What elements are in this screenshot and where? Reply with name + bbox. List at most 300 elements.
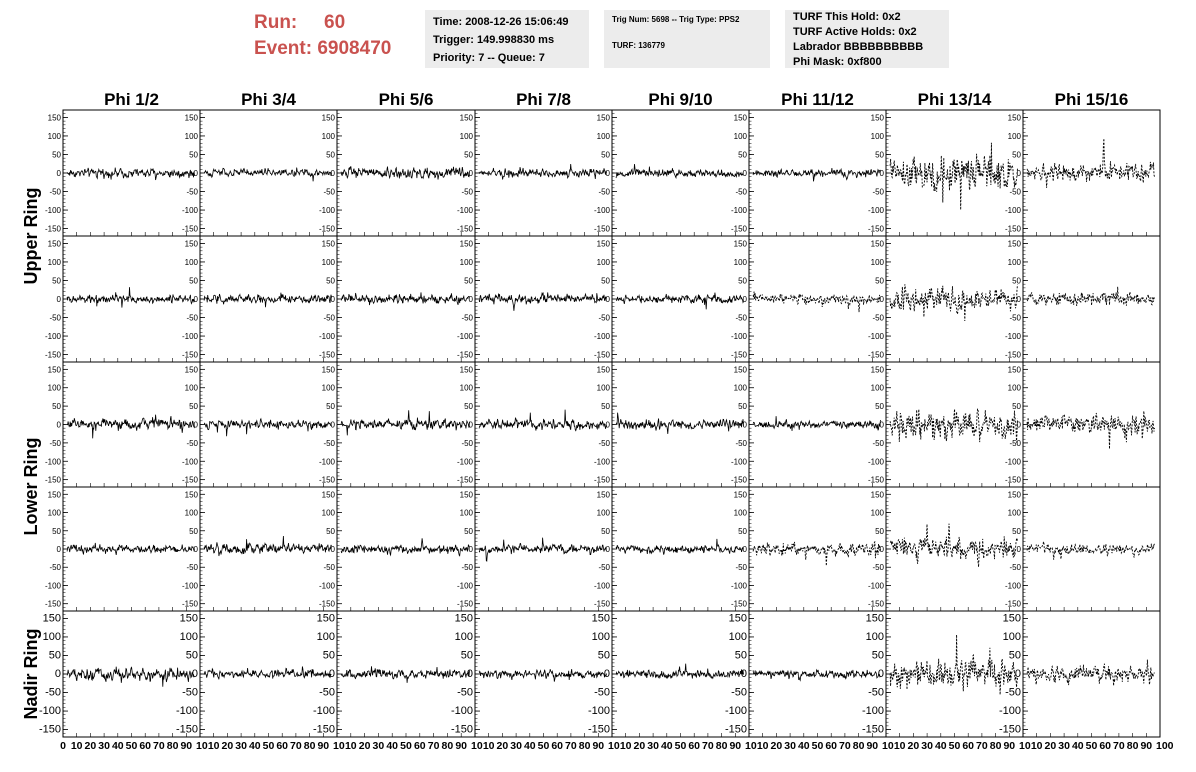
ring-label: Nadir Ring (21, 628, 41, 720)
y-tick-label: 150 (321, 113, 335, 123)
waveform-trace (479, 292, 606, 310)
y-tick-label: 150 (596, 239, 610, 249)
y-tick-label: 50 (464, 526, 473, 536)
y-tick-label: 50 (52, 402, 61, 412)
x-tick-label: 30 (784, 740, 796, 752)
y-tick-label: -150 (181, 475, 198, 485)
y-tick-label: 50 (601, 402, 610, 412)
run-value: 60 (324, 12, 346, 33)
x-tick-label: 50 (400, 740, 412, 752)
waveform-trace (753, 542, 880, 566)
x-tick-label: 10 (893, 740, 906, 752)
y-tick-label: 100 (870, 131, 884, 141)
x-tick-label: 10 (471, 740, 483, 752)
y-tick-label: 150 (179, 612, 198, 625)
y-tick-label: 50 (464, 276, 473, 286)
x-tick-label: 60 (276, 740, 289, 752)
x-tick-label: 30 (1058, 740, 1070, 752)
event-value: 6908470 (317, 38, 392, 59)
y-tick-label: 50 (875, 150, 884, 160)
x-tick-label: 60 (962, 740, 975, 752)
column-header: Phi 1/2 (104, 90, 159, 109)
waveform-trace (890, 524, 1017, 567)
y-tick-label: -50 (598, 438, 610, 448)
x-tick-label: 10 (619, 740, 632, 752)
x-tick-label: 90 (866, 740, 879, 752)
y-tick-label: 100 (42, 630, 61, 643)
y-tick-label: 150 (321, 490, 335, 500)
y-tick-label: -150 (456, 475, 473, 485)
y-tick-label: 50 (326, 276, 335, 286)
y-tick-label: 0 (1016, 545, 1021, 554)
y-tick-label: -100 (318, 206, 335, 216)
y-tick-label: 150 (596, 365, 610, 375)
y-tick-label: -150 (181, 599, 198, 609)
y-tick-label: 150 (47, 239, 61, 249)
y-tick-label: -100 (593, 581, 610, 591)
y-tick-label: 150 (459, 239, 473, 249)
y-tick-label: -100 (44, 206, 61, 216)
y-tick-label: 150 (1007, 490, 1021, 500)
waveform-trace (204, 293, 331, 308)
y-tick-label: -50 (323, 313, 335, 323)
x-tick-label: 10 (608, 740, 620, 752)
y-tick-label: 150 (321, 365, 335, 375)
y-tick-label: 0 (1016, 295, 1021, 304)
y-tick-label: 150 (733, 490, 747, 500)
y-tick-label: 150 (870, 365, 884, 375)
y-tick-label: 0 (330, 545, 335, 554)
y-tick-label: -100 (1004, 206, 1021, 216)
x-tick-label: 10 (745, 740, 757, 752)
y-tick-label: 150 (733, 365, 747, 375)
x-tick-label: 100 (1156, 740, 1174, 752)
x-tick-label: 60 (551, 740, 564, 752)
x-tick-label: 10 (70, 740, 83, 752)
y-tick-label: -50 (186, 438, 198, 448)
y-tick-label: 0 (603, 668, 610, 680)
y-tick-label: 100 (47, 257, 61, 267)
y-tick-label: -150 (1004, 224, 1021, 234)
x-tick-label: 40 (386, 740, 399, 752)
column-header: Phi 3/4 (241, 90, 296, 109)
y-tick-label: 0 (879, 295, 884, 304)
x-tick-label: 90 (592, 740, 605, 752)
y-tick-label: -100 (1004, 581, 1021, 591)
waveform-trace (204, 667, 331, 680)
y-tick-label: 0 (56, 545, 61, 554)
y-tick-label: 50 (875, 276, 884, 286)
y-tick-label: 50 (601, 276, 610, 286)
y-tick-label: -50 (182, 686, 198, 699)
y-tick-label: 50 (1012, 402, 1021, 412)
y-tick-label: -50 (731, 686, 747, 699)
y-tick-label: 150 (596, 490, 610, 500)
y-tick-label: 50 (601, 526, 610, 536)
y-tick-label: -50 (49, 187, 61, 197)
y-tick-label: -100 (44, 457, 61, 467)
y-tick-label: 50 (189, 150, 198, 160)
x-tick-label: 20 (907, 740, 920, 752)
y-tick-label: -150 (38, 723, 61, 736)
x-tick-label: 60 (825, 740, 838, 752)
x-tick-label: 80 (852, 740, 865, 752)
y-tick-label: 50 (734, 649, 747, 662)
y-tick-label: -100 (456, 206, 473, 216)
panel-frame (886, 487, 1023, 611)
y-tick-label: -150 (730, 599, 747, 609)
y-tick-label: 50 (871, 649, 884, 662)
column-header: Phi 7/8 (516, 90, 571, 109)
y-tick-label: 100 (459, 131, 473, 141)
y-tick-label: -150 (867, 475, 884, 485)
x-tick-label: 70 (702, 740, 714, 752)
y-tick-label: -150 (44, 350, 61, 360)
waveform-trace (890, 284, 1017, 321)
y-tick-label: 50 (52, 150, 61, 160)
column-header: Phi 13/14 (917, 90, 992, 109)
y-tick-label: -100 (1004, 332, 1021, 342)
y-tick-label: 0 (330, 420, 335, 430)
waveform-trace (479, 538, 606, 561)
y-tick-label: 0 (468, 420, 473, 430)
y-tick-label: -150 (318, 224, 335, 234)
y-tick-label: -50 (45, 686, 61, 699)
x-tick-label: 30 (98, 740, 110, 752)
y-tick-label: -150 (44, 599, 61, 609)
waveform-trace (616, 164, 743, 178)
y-tick-label: 50 (738, 276, 747, 286)
y-tick-label: -50 (735, 187, 747, 197)
x-tick-label: 70 (565, 740, 577, 752)
y-tick-label: 150 (316, 612, 335, 625)
x-tick-label: 20 (1044, 740, 1057, 752)
run-label: Run: (254, 12, 298, 33)
x-tick-label: 10 (196, 740, 208, 752)
waveform-trace (753, 168, 880, 181)
waveform-trace (341, 292, 469, 305)
y-tick-label: 0 (740, 668, 747, 680)
y-tick-label: 50 (464, 402, 473, 412)
x-tick-label: 40 (248, 740, 261, 752)
y-tick-label: 100 (184, 383, 198, 393)
x-tick-label: 20 (633, 740, 646, 752)
y-tick-label: 150 (1007, 239, 1021, 249)
waveform-trace (1027, 660, 1154, 686)
x-tick-label: 40 (797, 740, 810, 752)
x-tick-label: 30 (647, 740, 659, 752)
y-tick-label: 0 (193, 545, 198, 554)
y-tick-label: 150 (321, 239, 335, 249)
x-tick-label: 40 (660, 740, 673, 752)
y-tick-label: -100 (181, 206, 198, 216)
y-tick-label: 0 (193, 169, 198, 178)
y-tick-label: 0 (742, 420, 747, 430)
y-tick-label: 100 (321, 131, 335, 141)
y-tick-label: 100 (1002, 630, 1021, 643)
y-tick-label: -100 (456, 457, 473, 467)
y-tick-label: 50 (601, 150, 610, 160)
y-tick-label: 0 (468, 169, 473, 178)
labrador-line: Labrador BBBBBBBBBB (793, 41, 924, 53)
x-tick-label: 80 (441, 740, 454, 752)
y-tick-label: 150 (47, 365, 61, 375)
x-tick-label: 30 (372, 740, 385, 752)
turf-hold-line: TURF This Hold: 0x2 (793, 11, 901, 23)
panel-frame (63, 487, 200, 611)
waveform-trace (616, 539, 743, 555)
y-tick-label: 100 (47, 508, 61, 518)
waveform-trace (67, 415, 194, 439)
y-tick-label: 150 (733, 113, 747, 123)
waveform-trace (204, 536, 331, 556)
x-tick-label: 40 (1071, 740, 1084, 752)
y-tick-label: 100 (454, 630, 473, 643)
y-tick-label: -50 (461, 438, 473, 448)
x-tick-label: 70 (153, 740, 165, 752)
x-tick-label: 10 (1030, 740, 1043, 752)
phi-mask-line: Phi Mask: 0xf800 (793, 56, 882, 68)
waveform-trace (616, 664, 743, 679)
y-tick-label: 100 (1007, 383, 1021, 393)
y-tick-label: -100 (861, 705, 884, 718)
y-tick-label: -50 (49, 563, 61, 573)
event-label: Event: (254, 38, 313, 59)
y-tick-label: 0 (1014, 668, 1021, 680)
y-tick-label: -100 (730, 332, 747, 342)
y-tick-label: -150 (861, 723, 884, 736)
y-tick-label: 100 (870, 383, 884, 393)
y-tick-label: 150 (459, 365, 473, 375)
y-tick-label: -100 (593, 457, 610, 467)
y-tick-label: -100 (175, 705, 198, 718)
y-tick-label: -50 (872, 438, 884, 448)
x-tick-label: 90 (317, 740, 330, 752)
x-tick-label: 50 (811, 740, 824, 752)
x-tick-label: 60 (1099, 740, 1112, 752)
y-tick-label: 100 (179, 630, 198, 643)
panel-frame (1023, 487, 1160, 611)
x-tick-label: 50 (674, 740, 687, 752)
y-tick-label: -50 (872, 313, 884, 323)
x-tick-label: 80 (989, 740, 1002, 752)
ring-label: Lower Ring (21, 437, 41, 536)
y-tick-label: 100 (459, 383, 473, 393)
y-tick-label: 100 (596, 508, 610, 518)
y-tick-label: -150 (730, 475, 747, 485)
waveform-trace (616, 413, 743, 434)
y-tick-label: 150 (1007, 113, 1021, 123)
y-tick-label: -100 (587, 705, 610, 718)
x-tick-label: 50 (125, 740, 138, 752)
y-tick-label: -100 (867, 206, 884, 216)
y-tick-label: -100 (456, 581, 473, 591)
y-tick-label: -50 (49, 438, 61, 448)
x-tick-label: 90 (1140, 740, 1153, 752)
y-tick-label: -150 (312, 723, 335, 736)
y-tick-label: -150 (318, 350, 335, 360)
time-line: Time: 2008-12-26 15:06:49 (433, 16, 569, 28)
y-tick-label: 0 (1016, 169, 1021, 178)
waveform-trace (753, 416, 880, 431)
y-tick-label: 150 (870, 490, 884, 500)
y-tick-label: -150 (456, 599, 473, 609)
waveform-trace (67, 168, 194, 180)
y-tick-label: -100 (38, 705, 61, 718)
y-tick-label: 50 (1012, 150, 1021, 160)
turf-active-line: TURF Active Holds: 0x2 (793, 26, 917, 38)
waveform-trace (204, 419, 331, 436)
y-tick-label: -50 (735, 313, 747, 323)
y-tick-label: -50 (1005, 686, 1021, 699)
priority-line: Priority: 7 -- Queue: 7 (433, 52, 545, 64)
y-tick-label: 150 (870, 239, 884, 249)
y-tick-label: 100 (47, 383, 61, 393)
y-tick-label: 50 (875, 526, 884, 536)
x-tick-label: 80 (303, 740, 316, 752)
y-tick-label: -150 (175, 723, 198, 736)
y-tick-label: -100 (593, 332, 610, 342)
y-tick-label: -100 (181, 457, 198, 467)
x-tick-label: 60 (139, 740, 152, 752)
waveform-trace (67, 543, 194, 555)
y-tick-label: -50 (735, 563, 747, 573)
y-tick-label: -150 (456, 224, 473, 234)
y-tick-label: 150 (733, 239, 747, 249)
y-tick-label: -100 (318, 457, 335, 467)
y-tick-label: 100 (184, 131, 198, 141)
y-tick-label: 100 (459, 257, 473, 267)
y-tick-label: -50 (1009, 438, 1021, 448)
y-tick-label: 150 (47, 113, 61, 123)
x-tick-label: 60 (688, 740, 701, 752)
y-tick-label: -150 (456, 350, 473, 360)
y-tick-label: 0 (193, 420, 198, 430)
y-tick-label: 150 (42, 612, 61, 625)
y-tick-label: -100 (730, 206, 747, 216)
y-tick-label: 150 (459, 490, 473, 500)
y-tick-label: -100 (730, 457, 747, 467)
y-tick-label: -50 (461, 187, 473, 197)
y-tick-label: 150 (459, 113, 473, 123)
y-tick-label: 150 (1007, 365, 1021, 375)
y-tick-label: -100 (181, 332, 198, 342)
waveform-trace (1027, 287, 1154, 306)
y-tick-label: 0 (879, 420, 884, 430)
waveform-trace (479, 164, 606, 180)
x-tick-label: 30 (510, 740, 522, 752)
y-tick-label: 0 (879, 545, 884, 554)
y-tick-label: 50 (738, 150, 747, 160)
x-tick-label: 0 (60, 740, 66, 752)
y-tick-label: 0 (605, 420, 610, 430)
y-tick-label: -50 (323, 187, 335, 197)
y-tick-label: 100 (1007, 257, 1021, 267)
y-tick-label: 100 (865, 630, 884, 643)
y-tick-label: -50 (319, 686, 335, 699)
y-tick-label: 0 (56, 420, 61, 430)
y-tick-label: -50 (49, 313, 61, 323)
y-tick-label: 100 (728, 630, 747, 643)
x-tick-label: 10 (207, 740, 220, 752)
y-tick-label: 0 (877, 668, 884, 680)
y-tick-label: 150 (1002, 612, 1021, 625)
y-tick-label: 100 (321, 257, 335, 267)
y-tick-label: -150 (44, 475, 61, 485)
x-tick-label: 50 (1085, 740, 1098, 752)
y-tick-label: 100 (321, 508, 335, 518)
x-tick-label: 70 (290, 740, 302, 752)
y-tick-label: -150 (730, 224, 747, 234)
y-tick-label: 50 (189, 276, 198, 286)
x-tick-label: 20 (358, 740, 371, 752)
y-tick-label: 0 (1016, 420, 1021, 430)
y-tick-label: -50 (1009, 313, 1021, 323)
y-tick-label: 0 (605, 545, 610, 554)
x-tick-label: 50 (948, 740, 961, 752)
y-tick-label: -50 (461, 563, 473, 573)
y-tick-label: 50 (1012, 526, 1021, 536)
waveform-trace (479, 669, 606, 682)
y-tick-label: -100 (867, 332, 884, 342)
y-tick-label: -50 (594, 686, 610, 699)
y-tick-label: 100 (591, 630, 610, 643)
y-tick-label: 100 (47, 131, 61, 141)
y-tick-label: 100 (596, 131, 610, 141)
y-tick-label: 100 (184, 257, 198, 267)
y-tick-label: -150 (181, 224, 198, 234)
y-tick-label: 100 (870, 257, 884, 267)
x-tick-label: 10 (482, 740, 495, 752)
x-tick-label: 40 (111, 740, 124, 752)
y-tick-label: -150 (730, 350, 747, 360)
y-tick-label: 150 (184, 113, 198, 123)
y-tick-label: -100 (998, 705, 1021, 718)
y-tick-label: 0 (468, 545, 473, 554)
y-tick-label: 0 (468, 295, 473, 304)
panel-frame (337, 362, 475, 487)
y-tick-label: 150 (454, 612, 473, 625)
y-tick-label: -150 (1004, 599, 1021, 609)
x-tick-label: 90 (729, 740, 742, 752)
y-tick-label: 150 (596, 113, 610, 123)
panel-frame (1023, 236, 1160, 362)
y-tick-label: -50 (868, 686, 884, 699)
y-tick-label: -100 (456, 332, 473, 342)
x-tick-label: 60 (413, 740, 426, 752)
waveform-trace (890, 409, 1017, 443)
y-tick-label: -50 (872, 187, 884, 197)
column-header: Phi 15/16 (1054, 90, 1129, 109)
y-tick-label: 0 (330, 295, 335, 304)
y-tick-label: -100 (318, 581, 335, 591)
ring-label: Upper Ring (21, 187, 41, 285)
x-tick-label: 40 (934, 740, 947, 752)
y-tick-label: 50 (1012, 276, 1021, 286)
y-tick-label: -100 (867, 457, 884, 467)
x-tick-label: 50 (262, 740, 275, 752)
y-tick-label: 50 (875, 402, 884, 412)
panel-frame (1023, 611, 1160, 737)
y-tick-label: -50 (457, 686, 473, 699)
y-tick-label: -150 (593, 475, 610, 485)
y-tick-label: -150 (318, 475, 335, 485)
x-tick-label: 10 (756, 740, 769, 752)
y-tick-label: 100 (316, 630, 335, 643)
x-tick-label: 70 (839, 740, 851, 752)
x-tick-label: 90 (1003, 740, 1016, 752)
waveform-trace (1027, 139, 1154, 188)
